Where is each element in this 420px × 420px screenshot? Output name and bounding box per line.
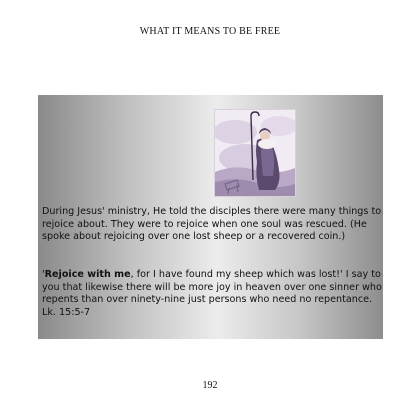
quote-text: , for I have found my sheep which was lost!' I say to you that likewise there will be more joy in heaven over one sinner who repents than over ninety-nine just persons who need no repentance. Lk. 15:5-7 xyxy=(42,269,382,318)
shepherd-illustration xyxy=(214,109,296,197)
ministry-paragraph: During Jesus' ministry, He told the disciples there were many things to rejoice about. They were to rejoice when one soul was rescued. (He spoke about rejoicing over one lost sheep or a recovered coin.) xyxy=(42,206,382,243)
page-number: 192 xyxy=(202,380,218,391)
running-header: WHAT IT MEANS TO BE FREE xyxy=(139,26,281,37)
shepherd-with-lamb-image xyxy=(215,110,295,196)
quote-emphasis: Rejoice with me xyxy=(44,269,131,280)
quote-open-mark: ' xyxy=(42,269,45,280)
slide-panel xyxy=(38,95,383,339)
scripture-quote xyxy=(42,269,382,319)
